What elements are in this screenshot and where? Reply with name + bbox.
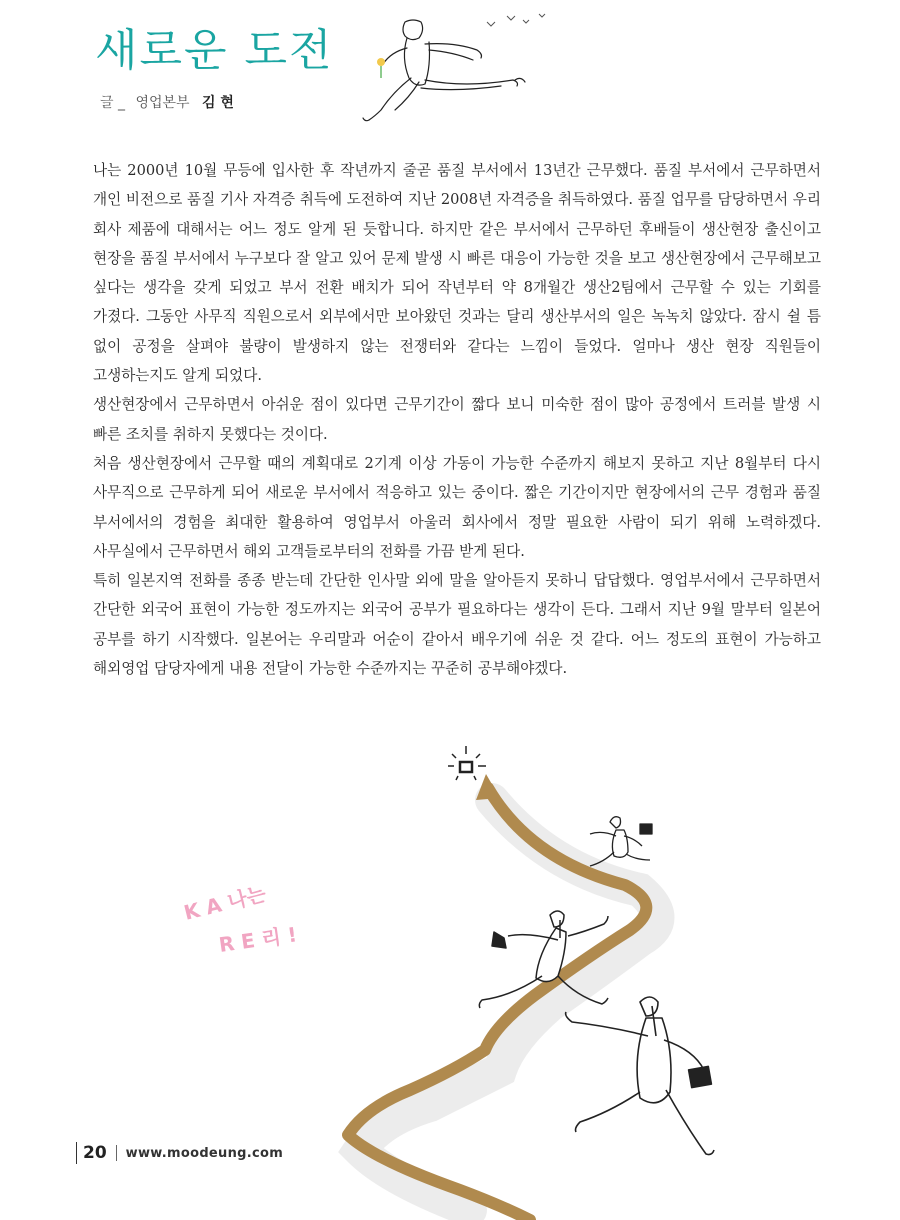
page-title: 새로운 도전 xyxy=(95,25,334,76)
ticket-text-top: K A 나는 xyxy=(181,881,269,925)
byline-author: 김 현 xyxy=(202,95,234,111)
footer-divider xyxy=(76,1142,77,1164)
article-paragraph: 나는 2000년 10월 무등에 입사한 후 작년까지 줄곧 품질 부서에서 13년간 근무했다. 품질 부서에서 근무하면서 개인 비전으로 품질 기사 자격증 취득에 도전하여 지난 2008년 자격증을 취득하였다. 품질 업무를 담당하면서 우리 회사 제품에 대해서는 어느 정도 알게 된 듯합니다. 하지만 같은 부서에서 근무하던 후배들이 생산현장 출신이고 현장을 품질 부서에서 누구보다 잘 알고 있어 문제 발생 시 빠른 대응이 가능한 것을 보고 생산현장에서 근무해보고 싶다는 생각을 갖게 되었고 부서 전환 배치가 되어 작년부터 약 8개월간 생산2팀에서 근무할 수 있는 기회를 가졌다. 그동안 사무직 직원으로서 외부에서만 보아왔던 것과는 달리 생산부서의 일은 녹녹치 않았다. 잠시 쉴 틈 없이 공정을 살펴야 불량이 발생하지 않는 전쟁터와 같다는 느낌이 들었다. 얼마나 생산 현장 직원들이 고생하는지도 알게 되었다. xyxy=(93,162,821,385)
article-paragraph: 특히 일본지역 전화를 종종 받는데 간단한 인사말 외에 말을 알아듣지 못하니 답답했다. 영업부서에서 근무하면서 간단한 외국어 표현이 가능한 정도까지는 외국어 공부가 필요하다는 생각이 든다. 그래서 지난 9월 말부터 일본어 공부를 하기 시작했다. 일본어는 우리말과 어순이 같아서 배우기에 쉬운 것 같다. 어느 정도의 표현이 가능하고 해외영업 담당자에게 내용 전달이 가능한 수준까지는 꾸준히 공부해야겠다. xyxy=(93,572,821,678)
page-footer xyxy=(76,1142,283,1164)
footer-separator xyxy=(116,1145,117,1161)
byline xyxy=(100,92,234,112)
runner-small-figure xyxy=(590,817,652,866)
article-paragraph: 처음 생산현장에서 근무할 때의 계획대로 2기계 이상 가동이 가능한 수준까지 해보지 못하고 지난 8월부터 다시 사무직으로 근무하게 되어 새로운 부서에서 적응하고 있는 중이다. 짧은 기간이지만 현장에서의 근무 경험과 품질 부서에서의 경험을 최대한 활용하여 영업부서 아울러 회사에서 정말 필요한 사람이 되기 위해 노력하겠다. 사무실에서 근무하면서 해외 고객들로부터의 전화를 가끔 받게 된다. xyxy=(93,454,821,560)
website-link[interactable]: www.moodeung.com xyxy=(125,1145,284,1161)
article-paragraph: 생산현장에서 근무하면서 아쉬운 점이 있다면 근무기간이 짧다 보니 미숙한 점이 많아 공정에서 트러블 발생 시 빠른 조치를 취하지 못했다는 것이다. xyxy=(93,396,821,443)
ticket-text-bottom: R E 리 ! xyxy=(217,922,299,957)
byline-prefix: 글 _ xyxy=(100,95,125,111)
page-number: 20 xyxy=(83,1143,107,1163)
byline-department: 영업본부 xyxy=(135,95,190,111)
sun-icon xyxy=(448,746,486,780)
article-body xyxy=(93,156,821,683)
runner-large-figure xyxy=(566,997,714,1155)
running-man-illustration xyxy=(355,8,555,128)
ticket-stamp xyxy=(181,881,298,957)
